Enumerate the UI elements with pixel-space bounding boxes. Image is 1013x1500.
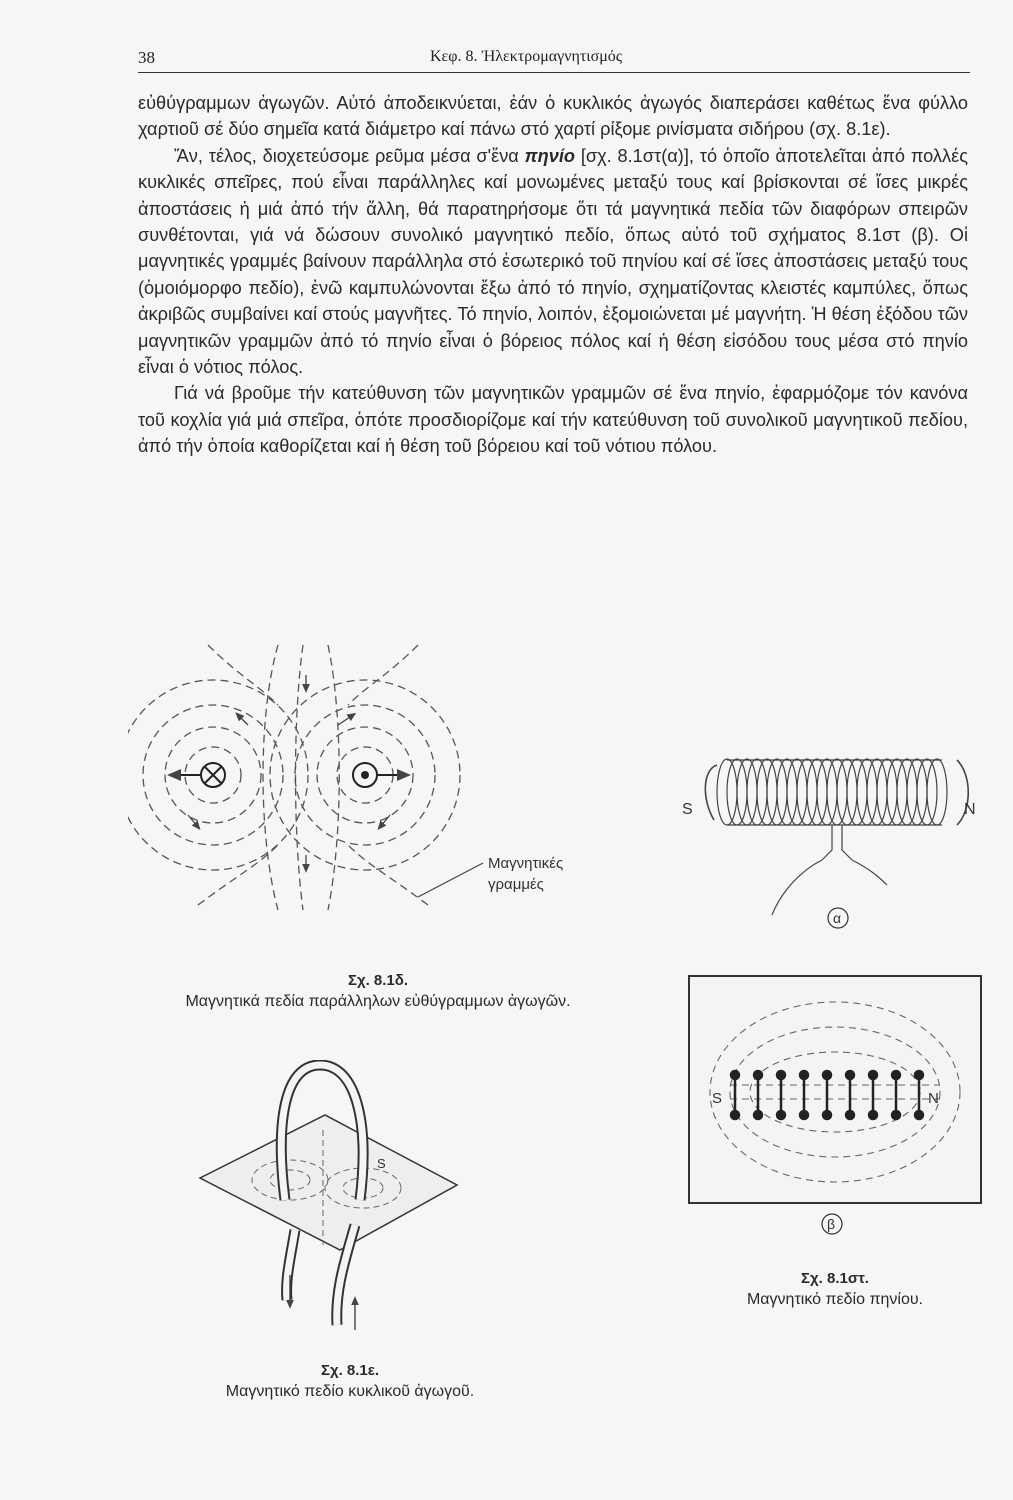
caption-number: Σχ. 8.1ε. bbox=[320, 1362, 380, 1379]
caption-text: Μαγνητικό πεδίο πηνίου. bbox=[746, 1291, 924, 1308]
coil-field-lines bbox=[710, 1002, 960, 1182]
paper-sheet bbox=[200, 1115, 457, 1250]
field-lines-label-1: Μαγνητικές bbox=[488, 855, 564, 872]
conductor-into-page-icon bbox=[173, 763, 225, 787]
marker-b: β bbox=[827, 1216, 836, 1232]
caption-8-1d bbox=[118, 972, 638, 1011]
coil-b-north-label: N bbox=[928, 1090, 939, 1107]
coil-windings bbox=[705, 759, 968, 915]
figure-8-1st-b bbox=[690, 977, 980, 1202]
caption-text: Μαγνητικά πεδία παράλληλων εὐθύγραμμων ἀγωγῶν. bbox=[185, 993, 571, 1010]
figure-8-1e bbox=[195, 1060, 465, 1350]
label-pointer bbox=[418, 863, 483, 897]
paragraph-1: εὐθύγραμμων ἀγωγῶν. Αὐτό ἀποδεικνύεται, ἐάν ὁ κυκλικός ἀγωγός διαπεράσει καθέτως ἕνα φύλλο χαρτιοῦ σέ δύο σημεῖα κατά διάμετρο καί πάνω στό χαρτί ρίξομε ρινίσματα σιδήρου (σχ. 8.1ε). bbox=[138, 93, 968, 140]
term-pinio: πηνίο bbox=[524, 145, 575, 166]
figure-8-1st-b-frame bbox=[688, 975, 982, 1204]
page-number: 38 bbox=[138, 48, 155, 67]
running-head: Κεφ. 8. Ἠλεκτρομαγνητισμός bbox=[430, 48, 623, 65]
figure-8-1st-a bbox=[672, 740, 992, 940]
paragraph-3: Γιά νά βροῦμε τήν κατεύθυνση τῶν μαγνητικῶν γραμμῶν σέ ἕνα πηνίο, ἐφαρμόζομε τόν κανόνα τοῦ κοχλία γιά μιά σπεῖρα, ὁπότε προσδιορίζομε καί τήν κατεύθυνση τοῦ συνολικοῦ μαγνητικοῦ πεδίου, ἀπό τήν ὁποία καθορίζεται καί ἡ θέση τοῦ βόρειου καί τοῦ νότιου πόλου. bbox=[138, 383, 968, 457]
paragraph-2-rest: [σχ. 8.1στ(α)], τό ὁποῖο ἀποτελεῖται ἀπό πολλές κυκλικές σπεῖρες, πού εἶναι παράλληλες καί μονωμένες μεταξύ τους καί βρίσκονται σέ ἴσες μικρές ἀποστάσεις ἡ μιά ἀπό τήν ἄλλη, θά παρατηρήσομε ὅτι τά μαγνητικά πεδία τῶν διαφόρων σπειρῶν συνθέτονται, γιά νά δώσουν συνολικό μαγνητικό πεδίο, ὅπως αὐτό τοῦ σχήματος 8.1στ (β). Οἱ μαγνητικές γραμμές βαίνουν παράλληλα στό ἐσωτερικό τοῦ πηνίου καί σέ ἴσες ἀποστάσεις μεταξύ τους (ὁμοιόμορφο πεδίο), ἐνῶ καμπυλώνονται ἔξω ἀπό τό πηνίο, σχηματίζοντας κλειστές καμπύλες, ὅπως ἀκριβῶς συμβαίνει καί στούς μαγνῆτες. Τό πηνίο, λοιπόν, ἐξομοιώνεται μέ μαγνήτη. Ἡ θέση ἐξόδου τῶν μαγνητικῶν γραμμῶν ἀπό τό πηνίο εἶναι ὁ βόρειος πόλος καί ἡ θέση εἰσόδου τους μέσα στό πηνίο εἶναι ὁ νότιος πόλος. bbox=[138, 145, 968, 378]
caption-text: Μαγνητικό πεδίο κυκλικοῦ ἀγωγοῦ. bbox=[225, 1383, 475, 1400]
coil-south-label: S bbox=[682, 801, 693, 818]
paragraph-2-start: Ἄν, τέλος, διοχετεύσομε ρεῦμα μέσα σ'ἕνα bbox=[174, 145, 525, 166]
conductor-out-of-page-icon bbox=[353, 763, 405, 787]
field-lines bbox=[128, 645, 460, 910]
body-text bbox=[138, 90, 968, 460]
coil-b-south-label: S bbox=[712, 1090, 723, 1107]
field-lines-label-2: γραμμές bbox=[488, 876, 544, 893]
caption-8-1e bbox=[160, 1362, 540, 1401]
figure-8-1d bbox=[128, 615, 648, 935]
caption-number: Σχ. 8.1στ. bbox=[801, 1270, 869, 1287]
coil-north-label: N bbox=[964, 801, 976, 818]
marker-b-badge bbox=[820, 1212, 844, 1236]
paragraph-2 bbox=[138, 143, 968, 381]
page-header bbox=[138, 46, 970, 73]
caption-number: Σχ. 8.1δ. bbox=[347, 972, 409, 989]
marker-a: α bbox=[833, 910, 842, 926]
coil-cross-section bbox=[731, 1071, 923, 1119]
loop-south-label: S bbox=[377, 1156, 386, 1171]
caption-8-1st bbox=[700, 1270, 970, 1309]
